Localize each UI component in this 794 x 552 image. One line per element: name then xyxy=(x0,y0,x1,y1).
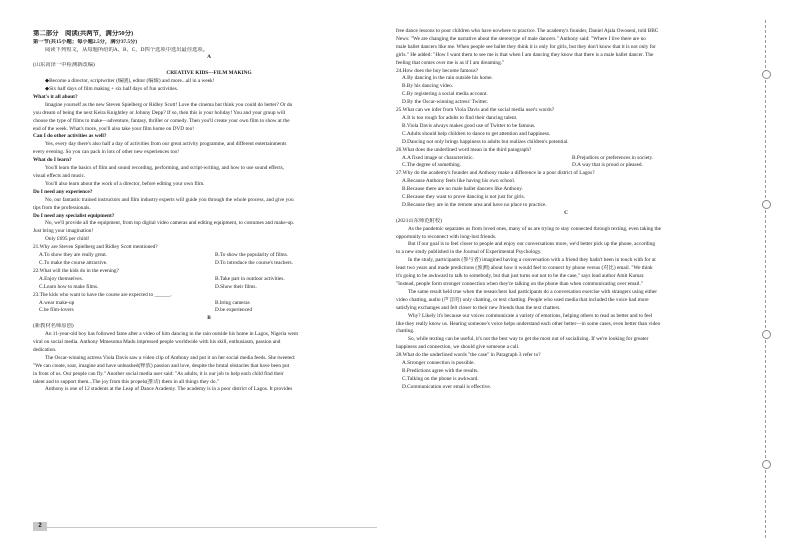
question-26: 26.What does the underlined word mean in the third paragraph? xyxy=(396,146,532,153)
paragraph-line: "We can create, soar, imagine and have unleashed(释放) passion and love, despite the brutal obstacles that have been put xyxy=(33,362,290,369)
option[interactable]: D.be experienced xyxy=(215,307,253,314)
option[interactable]: B.To show the popularity of films. xyxy=(215,252,289,259)
paragraph-line: male ballet dancers like me. When people see ballet they think it is only for girls, but they don't know that it is not only for xyxy=(396,43,656,50)
option[interactable]: D.Dancing not only brings happiness to adults but realizes children's potential. xyxy=(402,138,569,145)
paragraph-line: News: "We are changing the narrative about the stereotype of male dancers." Anthony said: "Where I live there are no xyxy=(396,35,646,42)
footer-divider xyxy=(47,527,377,528)
paragraph-line: end of the week. What's more, you'll also take your film home on DVD too! xyxy=(33,125,194,132)
option[interactable]: B.Prejudices or preferences in society. xyxy=(572,154,654,161)
option[interactable]: C.Learn how to make films. xyxy=(39,283,99,290)
paragraph-line: least two years and made predictions (预测) about how it would feel to connect by phone versus (对比) email. "We think xyxy=(396,265,653,272)
question-23: 23.The kids who want to have the course are expected to ______. xyxy=(33,291,172,298)
paragraph-line: talent and to support them...The joy from this propels(推动) them in all things they do." xyxy=(33,378,220,385)
binding-hole-icon xyxy=(762,460,771,469)
paragraph-line: As the pandemic separates us from loved ones, many of us are trying to stay connected through texting, even taking the xyxy=(408,225,662,232)
paragraph-line: So, while texting can be useful, it's not the best way to get the most out of socializing. If we're looking for greater xyxy=(408,336,649,343)
paragraph-line: You'll also learn about the work of a director, before editing your own film. xyxy=(45,180,205,187)
paragraph-line: opportunity to reconnect with long-lost friends. xyxy=(396,233,497,240)
paragraph-line: The same result held true when the researchers had participants do a conversation exercise with strangers using either xyxy=(408,288,658,295)
binding-hole-icon xyxy=(762,200,771,209)
paragraph-line: choose the type of films to make—adventure, fantasy, thriller or comedy. Then you'll create your own film to show at the xyxy=(33,117,290,124)
option[interactable]: D.A way that is proud or pleased. xyxy=(572,162,643,169)
option[interactable]: D.Because they are in the remote area and have no place to practice. xyxy=(402,201,547,208)
ad-bullet: ◆Six half days of film making + six half days of fun activities. xyxy=(45,86,179,93)
option[interactable]: B.By his dancing video. xyxy=(402,83,454,90)
option[interactable]: B.Predictions agree with the results. xyxy=(402,367,479,374)
paragraph-line: But if our goal is to feel closer to people and enjoy our conversations more, we'd better pick up the phone, according xyxy=(408,241,656,248)
paragraph-line: satisfying exchanges and felt closer to their new friends than the text chatters. xyxy=(396,304,561,311)
instruction: 阅读下列短文，从每题所给的A、B、C、D四个选项中选出最佳选项。 xyxy=(45,46,209,53)
option[interactable]: A.Enjoy themselves. xyxy=(39,275,83,282)
paragraph-line: in front of us. Our people can fly." Another social media user said: "As adults, it is our job to help each child find their xyxy=(33,370,284,377)
question-28: 28.What do the underlined words "the case" in Paragraph 3 refer to? xyxy=(396,352,541,359)
section-title: 第一节(共15小题；每小题2.5分，满分37.5分) xyxy=(33,38,138,45)
paragraph-line: feeling that comes over me is as if I am dreaming." xyxy=(396,59,505,66)
option[interactable]: D.To introduce the course's teachers. xyxy=(215,259,293,266)
ad-heading: Do I need any experience? xyxy=(33,188,93,195)
option[interactable]: A.To show they are really great. xyxy=(39,252,108,259)
option[interactable]: A.wear make-up xyxy=(39,299,75,306)
question-22: 22.What will the kids do in the evening? xyxy=(33,267,119,274)
ad-heading: Can I do other activities as well? xyxy=(33,133,107,140)
binding-hole-icon xyxy=(762,330,771,339)
ad-heading: Do I need any specialist equipment? xyxy=(33,212,115,219)
option[interactable]: C.The degree of something. xyxy=(402,162,461,169)
passage-c-letter: C xyxy=(564,209,568,216)
option[interactable]: C.Adults should help children to dance to get attention and happiness. xyxy=(402,130,551,137)
paragraph-line: Anthony is one of 12 students at the Leap of Dance Academy. The academy is in a poor district of Lagos. It provides xyxy=(45,386,293,393)
option[interactable]: C.be film-lovers xyxy=(39,307,74,314)
question-24: 24.How does the boy become famous? xyxy=(396,67,479,74)
binding-hole-icon xyxy=(762,70,771,79)
option[interactable]: B.Take part in outdoor activities. xyxy=(215,275,285,282)
paragraph-line: video chatting, audio (声音的) only chatting, or text chatting. People who used media that included the voice had more xyxy=(396,296,649,303)
paragraph-line: every evening. So you can pack in lots of other new experiences too! xyxy=(33,149,180,156)
paragraph-line: Why? Likely it's because our voices communicate a variety of emotions, helping others to read us better and to feel xyxy=(408,312,653,319)
paragraph-line: happiness and connection, we should give someone a call. xyxy=(396,344,520,351)
question-21-options xyxy=(33,252,385,268)
question-25: 25.What can we infer from Viola Davis and the social media user's words? xyxy=(396,107,555,114)
paragraph-line: it's going to be awkward to talk to somebody, but that just turns out not to be the case," says lead author Amit Kumar. xyxy=(396,273,645,280)
ad-title: CREATIVE KIDS—FILM MAKING xyxy=(166,70,252,77)
question-23-options xyxy=(33,300,385,316)
option[interactable]: A.By dancing in the rain outside his home. xyxy=(402,75,493,82)
ad-heading: What's it all about? xyxy=(33,93,78,100)
option[interactable]: A.Because Anthony feels like having his own school. xyxy=(402,178,516,185)
option[interactable]: B.Viola Davis always makes good use of Twitter to be famous. xyxy=(402,122,536,129)
option[interactable]: C.Because they want to prove dancing is not just for girls. xyxy=(402,194,525,201)
option[interactable]: D.Communication over email is effective. xyxy=(402,383,492,390)
paragraph-line: you dream of being the next Keira Knightley or Johnny Depp? If so, then this is your holiday! You and your group will xyxy=(33,109,286,116)
option[interactable]: B.Because there are no male ballet dancers like Anthony. xyxy=(402,186,523,193)
passage-c-source: (2021山东师范附校) xyxy=(396,217,442,224)
passage-a-letter: A xyxy=(207,54,211,61)
paragraph-line: girls." He added: "How I want them to see me is that when I am dancing they know that there is a male ballet dancer. The xyxy=(396,51,654,58)
passage-b-letter: B xyxy=(207,315,211,322)
option[interactable]: C.To make the course attractive. xyxy=(39,259,108,266)
passage-b-source: (新教材名师原创) xyxy=(33,323,74,330)
paragraph-line: An 11-year-old boy has followed fame after a video of him dancing in the rain outside his home in Lagos, Nigeria went xyxy=(45,331,298,338)
option[interactable]: D.By the Oscar-winning actress' Twitter. xyxy=(402,99,488,106)
page-number: 2 xyxy=(33,522,47,531)
option[interactable]: D.Show their films. xyxy=(215,283,257,290)
paragraph-line: In the study, participants (参与者) imagined having a conversation with a friend they hadn't been in touch with for at xyxy=(408,257,656,264)
paragraph-line: chatting. xyxy=(396,328,415,335)
ad-heading: What do I learn? xyxy=(33,157,72,164)
paragraph-line: You'll learn the basics of film and sound recording, performing, and script-writing, and how to use sound effects, xyxy=(45,165,285,172)
part-title: 第二部分 阅读(共两节，满分50分) xyxy=(33,30,134,37)
paragraph-line: No, our fantastic trained instructors and film industry experts will guide you through the whole process, and give you xyxy=(45,196,294,203)
left-column xyxy=(33,30,385,394)
paragraph-line: Yes, every day there's also half a day of activities from our great activity programme, and different entertainments xyxy=(45,141,287,148)
paragraph-line: tips from the professionals. xyxy=(33,204,91,211)
paragraph-line: viral on social media. Anthony Mmesoma Madu impressed people worldwide with his skill, enthusiasm, passion and xyxy=(33,339,281,346)
option[interactable]: A.Stronger connection is possible. xyxy=(402,360,475,367)
paragraph-line: dedication. xyxy=(33,346,57,353)
paragraph-line: free dance lessons to poor children who have nowhere to practice. The academy's founder, Daniel Ajala Owoseni, told BBC xyxy=(396,28,659,34)
paragraph-line: "Instead, people form stronger connection when they're talking on the phone than when communicating over email." xyxy=(396,281,643,287)
question-22-options xyxy=(33,276,385,292)
paragraph-line: The Oscar-winning actress Viola Davis saw a video clip of Anthony and put it on her social media feeds. She tweeted: xyxy=(45,354,296,361)
question-27: 27.Why do the academy's founder and Anthony make a difference in a poor district of Lagos? xyxy=(396,170,595,177)
paragraph-line: to a new study published in the Journal of Experimental Psychology. xyxy=(396,249,542,256)
option[interactable]: C.Talking on the phone is awkward. xyxy=(402,375,479,382)
ad-price: Only £695 per child! xyxy=(45,236,90,243)
paragraph-line: No, we'll provide all the equipment, from top digital video cameras and editing equipment, to costumes and make-up. xyxy=(45,220,295,227)
option[interactable]: A.A fixed image or characteristic. xyxy=(402,154,474,161)
option[interactable]: A.It is too rough for adults to find their dancing talent. xyxy=(402,114,518,121)
paragraph-line: visual effects and music. xyxy=(33,173,86,179)
option[interactable]: B.bring cameras xyxy=(215,299,250,306)
question-26-options xyxy=(396,155,736,171)
option[interactable]: C.By registering a social media account. xyxy=(402,91,488,98)
paragraph-line: Imagine yourself as the new Steven Spielberg or Ridley Scott! Love the cinema but think you could do better? Or do xyxy=(45,101,293,108)
paragraph-line: Just bring your imagination! xyxy=(33,228,94,235)
ad-bullet: ◆Become a director, scriptwriter (编剧), editor (编辑) and more...all in a week! xyxy=(45,78,215,85)
paragraph-line: like they really know us. Hearing someone's voice helps understand each other better—in some cases, even better than video xyxy=(396,320,661,327)
right-column xyxy=(396,28,736,392)
question-21: 21.Why are Steven Spielberg and Ridley Scott mentioned? xyxy=(33,244,158,251)
passage-a-source: (山东菏泽一中检测新改编) xyxy=(33,62,95,69)
